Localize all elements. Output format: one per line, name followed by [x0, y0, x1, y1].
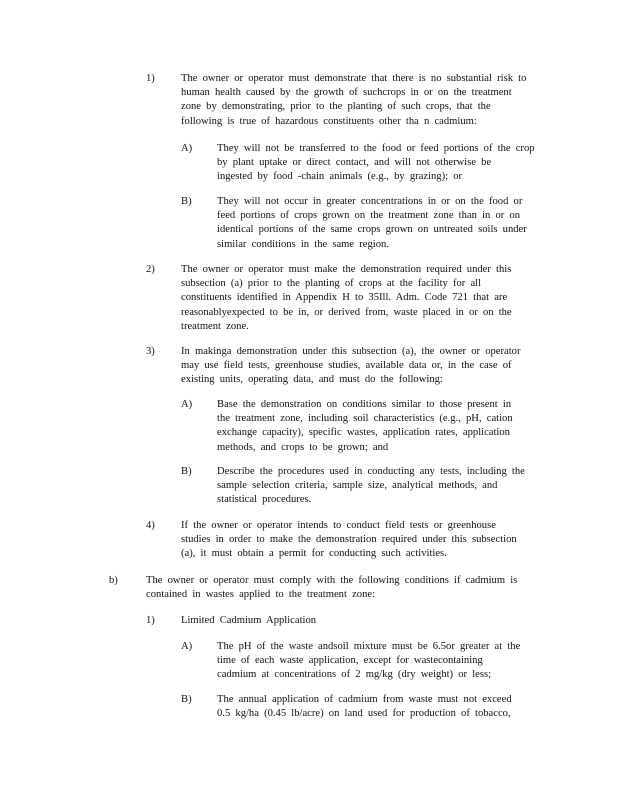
text-line: treatment zone. [181, 320, 249, 332]
paragraph-text [181, 614, 543, 628]
item-marker: A) [181, 641, 193, 652]
text-line: reasonablyexpected to be in, or derived from, waste placed in or on the [181, 306, 512, 318]
item-marker: A) [181, 399, 193, 410]
item-marker: B) [181, 694, 192, 705]
text-line: subsection (a) prior to the planting of crops at the facility for all [181, 278, 482, 290]
paragraph-text [217, 640, 543, 683]
text-line: The annual application of cadmium from waste must not exceed [217, 694, 512, 705]
text-line: by plant uptake or direct contact, and will not otherwise be [217, 157, 492, 169]
text-line: following is true of hazardous constituents other tha n cadmium: [181, 115, 477, 127]
paragraph-text [217, 465, 543, 508]
text-line: human health caused by the growth of suchcrops in or on the treatment [181, 87, 512, 99]
text-line: The pH of the waste andsoil mixture must be 6.5or greater at the [217, 641, 521, 652]
text-line: feed portions of crops grown on the treatment zone than in or on [217, 210, 521, 222]
paragraph-text [217, 142, 543, 185]
text-line: Limited Cadmium Application [181, 615, 317, 626]
text-line: existing units, operating data, and must do the following: [181, 374, 443, 386]
item-marker: b) [109, 575, 118, 586]
paragraph-text [217, 398, 543, 455]
text-line: studies in order to make the demonstration required under this subsection [181, 534, 517, 546]
text-line: may use field tests, greenhouse studies, available data or, in the case of [181, 360, 512, 372]
text-line: cadmium at concentrations of 2 mg/kg (dry weight) or less; [217, 669, 492, 681]
item-marker: 1) [146, 73, 155, 84]
paragraph-text [217, 195, 543, 252]
text-line: (a), it must obtain a permit for conducting such activities. [181, 548, 447, 560]
item-marker: B) [181, 196, 192, 207]
paragraph-text [217, 693, 543, 721]
paragraph-text [181, 519, 543, 562]
paragraph-text [181, 72, 543, 129]
item-marker: 4) [146, 520, 155, 531]
text-line: Base the demonstration on conditions similar to those present in [217, 399, 512, 410]
text-line: Describe the procedures used in conducting any tests, including the [217, 466, 525, 477]
text-line: ingested by food -chain animals (e.g., by grazing); or [217, 171, 463, 183]
text-line: The owner or operator must demonstrate that there is no substantial risk to [181, 73, 527, 84]
item-marker: 3) [146, 346, 155, 357]
text-line: constituents identified in Appendix H to 35Ill. Adm. Code 721 that are [181, 292, 508, 304]
text-line: exchange capacity), specific wastes, application rates, application [217, 427, 510, 439]
item-marker: 2) [146, 264, 155, 275]
item-marker: A) [181, 143, 193, 154]
text-line: contained in wastes applied to the treatment zone: [146, 589, 376, 601]
text-line: zone by demonstrating, prior to the planting of such crops, that the [181, 101, 491, 113]
text-line: statistical procedures. [217, 494, 312, 506]
text-line: The owner or operator must make the demonstration required under this [181, 264, 512, 275]
text-line: If the owner or operator intends to conduct field tests or greenhouse [181, 520, 496, 531]
text-line: sample selection criteria, sample size, analytical methods, and [217, 480, 498, 492]
paragraph-text [181, 345, 543, 388]
text-line: They will not occur in greater concentrations in or on the food or [217, 196, 523, 207]
text-line: the treatment zone, including soil characteristics (e.g., pH, cation [217, 413, 513, 425]
item-marker: B) [181, 466, 192, 477]
paragraph-text [181, 263, 543, 334]
text-line: In makinga demonstration under this subsection (a), the owner or operator [181, 346, 521, 357]
text-line: time of each waste application, except for wastecontaining [217, 655, 483, 667]
text-line: They will not be transferred to the food or feed portions of the crop [217, 143, 535, 154]
text-line: methods, and crops to be grown; and [217, 441, 389, 453]
text-line: 0.5 kg/ha (0.45 lb/acre) on land used for production of tobacco, [217, 708, 511, 720]
paragraph-text [146, 574, 543, 602]
text-line: similar conditions in the same region. [217, 238, 389, 250]
text-line: The owner or operator must comply with the following conditions if cadmium is [146, 575, 518, 586]
item-marker: 1) [146, 615, 155, 626]
text-line: identical portions of the same crops grown on untreated soils under [217, 224, 527, 236]
